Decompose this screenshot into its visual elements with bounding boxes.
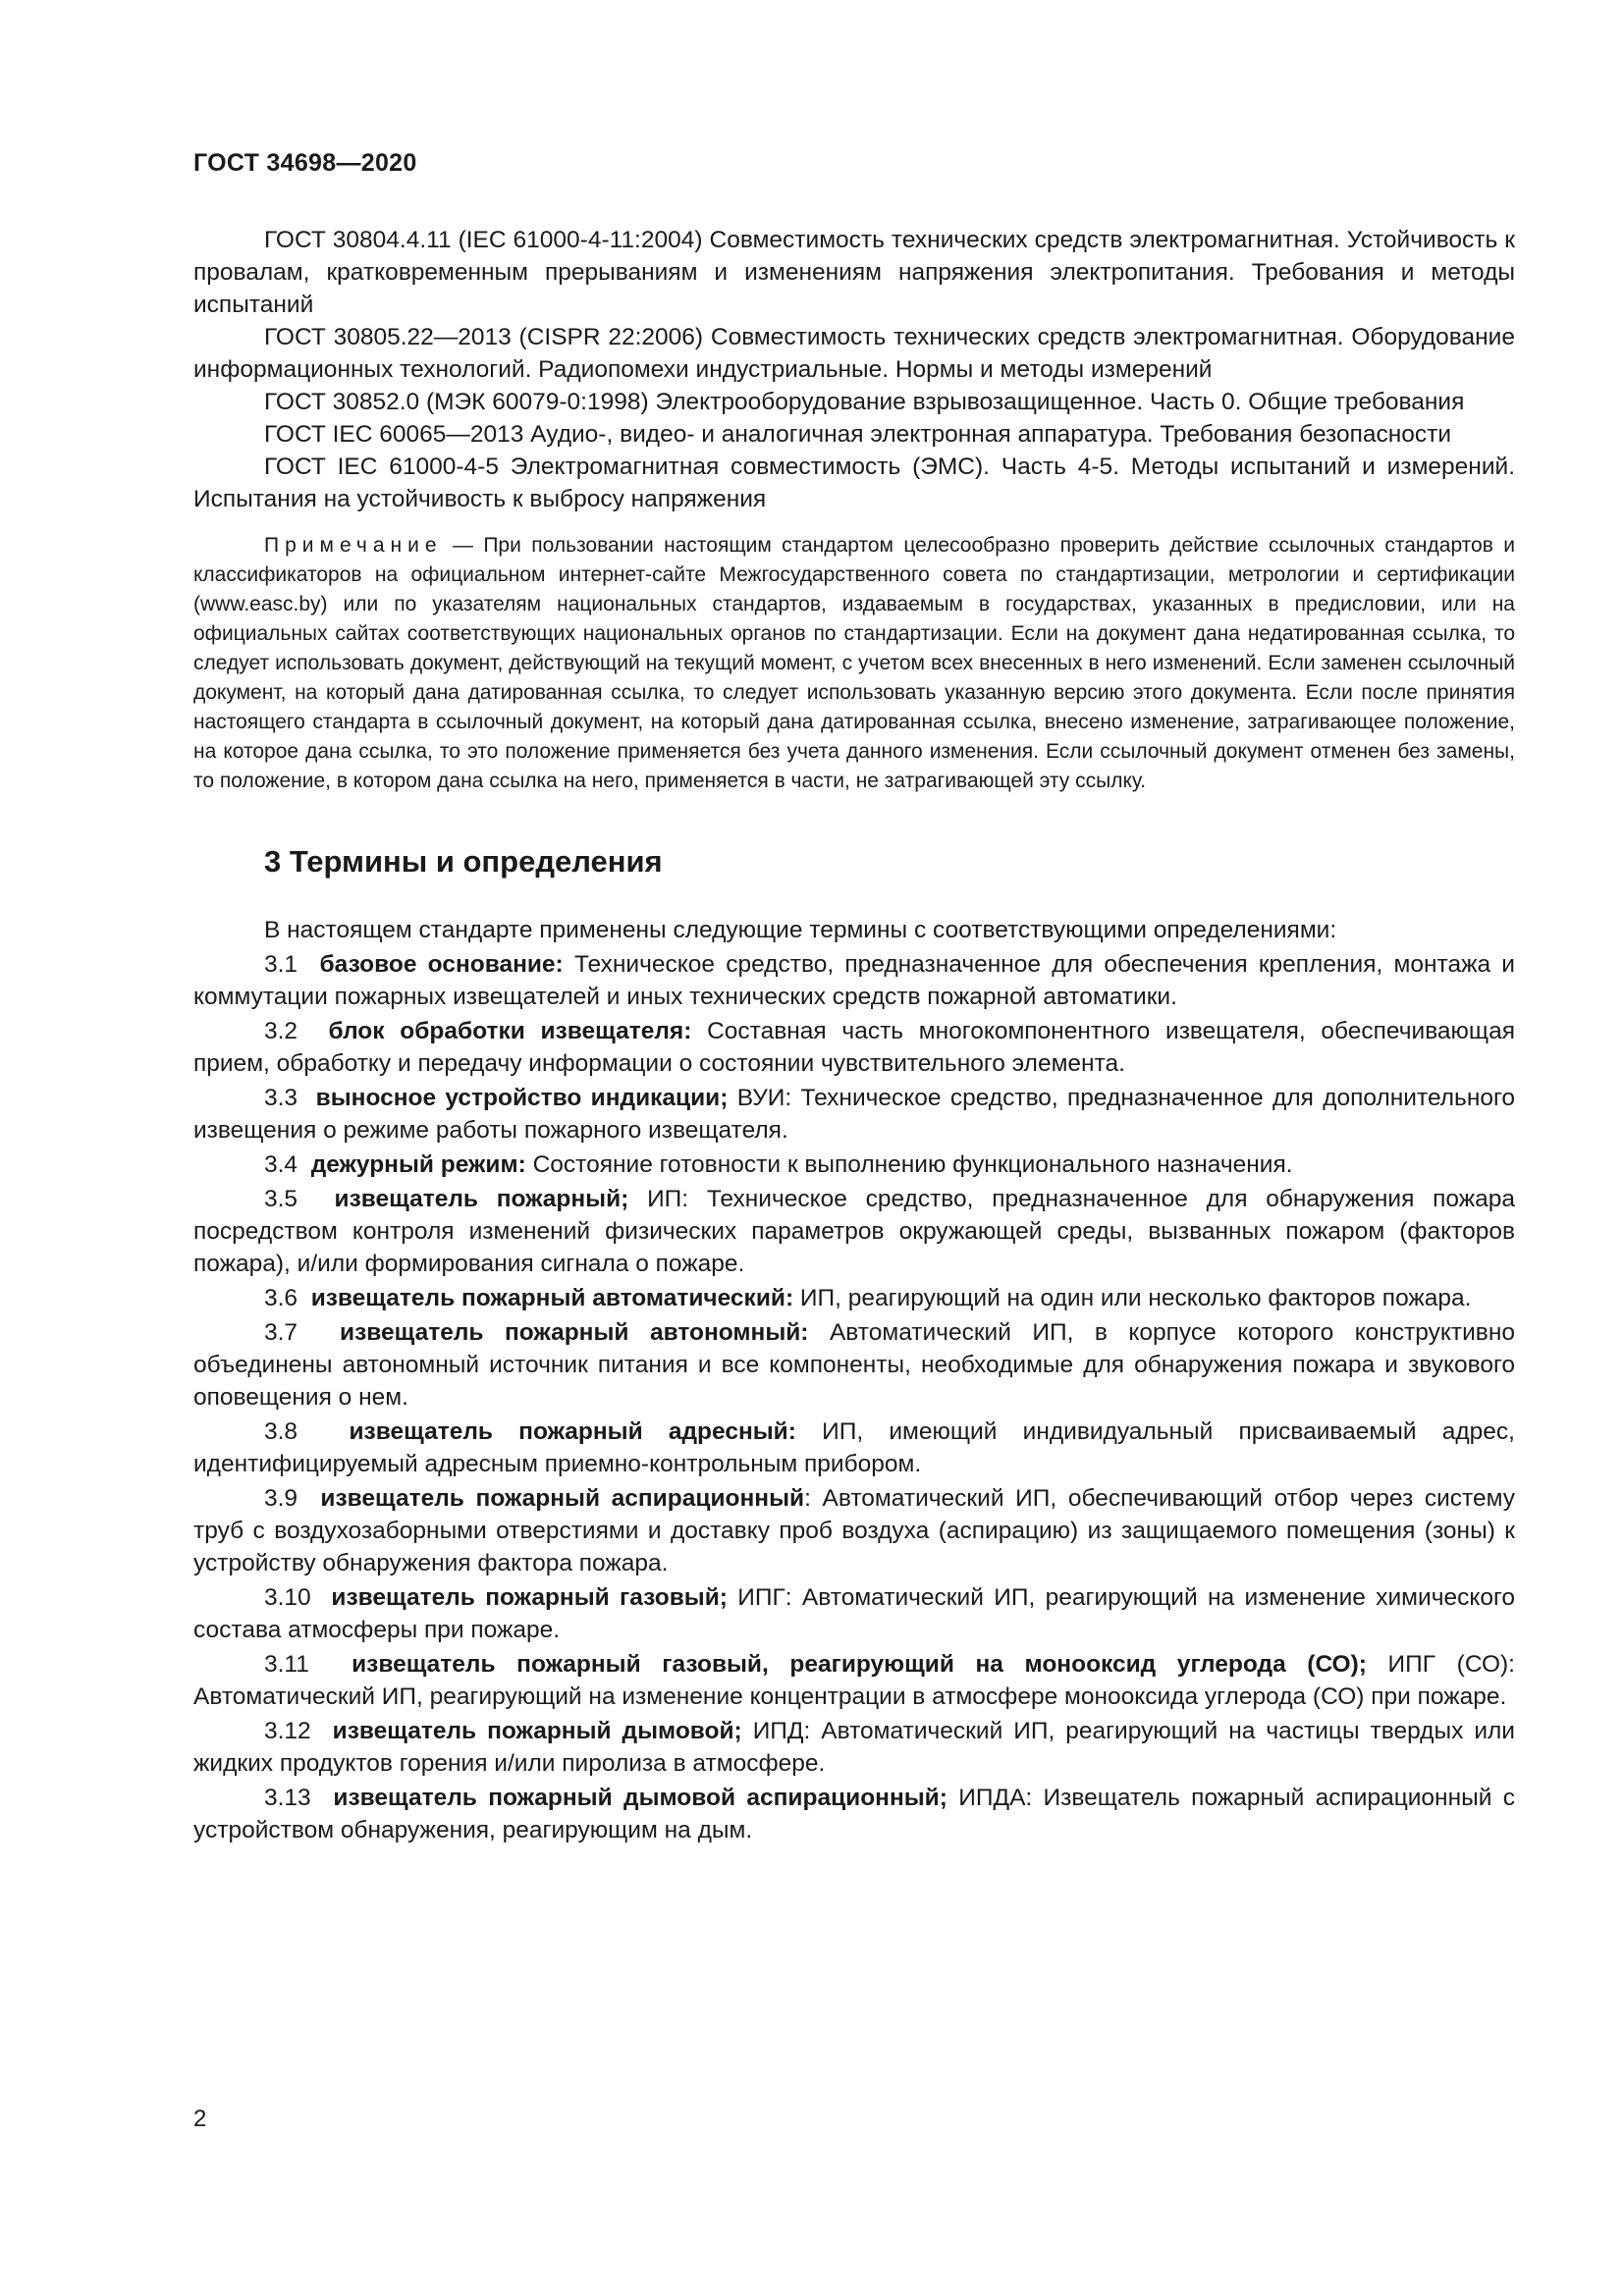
term-item xyxy=(193,1082,1515,1147)
normative-references xyxy=(193,224,1515,515)
term-definition: ИП: Техническое средство, предназначенное для обнаружения пожара посредством контроля изменений физических параметров окружающей среды, вызванных пожаром (факторов пожара), и/или формирования сигнала о пожаре. xyxy=(193,1186,1515,1277)
term-number: 3.12 xyxy=(264,1718,311,1744)
reference-item: ГОСТ 30852.0 (МЭК 60079-0:1998) Электрооборудование взрывозащищенное. Часть 0. Общие требования xyxy=(264,389,1465,415)
note xyxy=(193,531,1515,796)
section-title: 3 Термины и определения xyxy=(264,844,663,879)
document-header: ГОСТ 34698—2020 xyxy=(193,149,417,177)
reference-item: ГОСТ IEC 61000-4-5 Электромагнитная совместимость (ЭМС). Часть 4-5. Методы испытаний и измерений. Испытания на устойчивость к выбросу напряжения xyxy=(193,454,1515,512)
term-definition: Составная часть многокомпонентного извещателя, обеспечивающая прием, обработку и передачу информации о состоянии чувствительного элемента. xyxy=(193,1018,1515,1077)
term-item xyxy=(193,1648,1515,1713)
term-definition: Состояние готовности к выполнению функционального назначения. xyxy=(525,1151,1293,1178)
term-number: 3.3 xyxy=(264,1085,298,1111)
reference-item: ГОСТ 30805.22—2013 (CISPR 22:2006) Совместимость технических средств электромагнитная. Оборудование информационных технологий. Радиопомехи индустриальные. Нормы и методы измерений xyxy=(193,324,1515,383)
reference-item: ГОСТ 30804.4.11 (IEC 61000-4-11:2004) Совместимость технических средств электромагнитная. Устойчивость к провалам, кратковременным прерываниям и изменениям напряжения электропитания. Требования и методы испытаний xyxy=(193,227,1515,318)
terms-list xyxy=(193,948,1515,1846)
term-item xyxy=(193,1015,1515,1080)
term-item xyxy=(193,1316,1515,1414)
term-definition: ИПГ: Автоматический ИП, реагирующий на изменение химического состава атмосферы при пожаре. xyxy=(193,1584,1515,1643)
term-number: 3.4 xyxy=(264,1151,298,1178)
term-number: 3.1 xyxy=(264,951,298,978)
term-name: базовое основание: xyxy=(319,951,564,978)
term-number: 3.11 xyxy=(264,1651,309,1678)
page-content xyxy=(193,224,1515,1846)
term-name: дежурный режим: xyxy=(310,1151,526,1178)
term-definition: ИПДА: Извещатель пожарный аспирационный с устройством обнаружения, реагирующим на дым. xyxy=(193,1785,1515,1843)
term-definition: ВУИ: Техническое средство, предназначенное для дополнительного извещения о режиме работы пожарного извещателя. xyxy=(193,1085,1515,1144)
term-name: извещатель пожарный дымовой; xyxy=(332,1718,742,1744)
term-number: 3.8 xyxy=(264,1418,298,1445)
term-item xyxy=(193,1715,1515,1780)
term-name: выносное устройство индикации; xyxy=(315,1085,729,1111)
term-number: 3.5 xyxy=(264,1186,298,1212)
term-item xyxy=(193,1183,1515,1280)
term-number: 3.10 xyxy=(264,1584,311,1611)
term-name: извещатель пожарный автономный: xyxy=(340,1319,809,1346)
term-item xyxy=(193,1482,1515,1579)
term-number: 3.13 xyxy=(264,1785,311,1811)
term-item xyxy=(193,948,1515,1013)
term-definition: ИП, реагирующий на один или несколько факторов пожара. xyxy=(793,1285,1472,1311)
term-name: блок обработки извещателя: xyxy=(328,1018,692,1044)
term-number: 3.9 xyxy=(264,1485,298,1512)
term-definition: : Автоматический ИП, обеспечивающий отбор через систему труб с воздухозаборными отверстиями и доставку проб воздуха (аспирацию) из защищаемого помещения (зоны) к устройству обнаружения фактора пожара. xyxy=(193,1485,1515,1576)
term-name: извещатель пожарный адресный: xyxy=(349,1418,796,1445)
term-item xyxy=(193,1148,1515,1181)
term-number: 3.7 xyxy=(264,1319,298,1346)
term-number: 3.6 xyxy=(264,1285,298,1311)
term-item xyxy=(193,1282,1515,1314)
term-name: извещатель пожарный газовый, реагирующий на монооксид углерода (СО); xyxy=(352,1651,1367,1678)
term-name: извещатель пожарный аспирационный xyxy=(320,1485,805,1512)
term-name: извещатель пожарный; xyxy=(334,1186,629,1212)
term-definition: Техническое средство, предназначенное для обеспечения крепления, монтажа и коммутации пожарных извещателей и иных технических средств пожарной автоматики. xyxy=(193,951,1515,1010)
term-name: извещатель пожарный дымовой аспирационный; xyxy=(333,1785,947,1811)
note-label: Примечание xyxy=(264,534,443,557)
reference-item: ГОСТ IEC 60065—2013 Аудио-, видео- и аналогичная электронная аппаратура. Требования безопасности xyxy=(264,421,1452,448)
term-name: извещатель пожарный газовый; xyxy=(331,1584,728,1611)
term-item xyxy=(193,1581,1515,1646)
term-number: 3.2 xyxy=(264,1018,298,1044)
section-intro: В настоящем стандарте применены следующие термины с соответствующими определениями: xyxy=(264,917,1337,943)
term-definition: Автоматический ИП, в корпусе которого конструктивно объединены автономный источник питания и все компоненты, необходимые для обнаружения пожара и звукового оповещения о нем. xyxy=(193,1319,1515,1411)
term-definition: ИПГ (СО): Автоматический ИП, реагирующий на изменение концентрации в атмосфере монооксида углерода (СО) при пожаре. xyxy=(193,1651,1515,1710)
term-definition: ИПД: Автоматический ИП, реагирующий на частицы твердых или жидких продуктов горения и/или пиролиза в атмосфере. xyxy=(193,1718,1515,1777)
term-item xyxy=(193,1415,1515,1480)
term-name: извещатель пожарный автоматический: xyxy=(310,1285,794,1311)
note-text: — При пользовании настоящим стандартом целесообразно проверить действие ссылочных стандартов и классификаторов на официальном интернет-сайте Межгосударственного совета по стандартизации, метрологии и сертификации (www.easc.by) или по указателям национальных стандартов, издаваемым в государствах, указанных в предисловии, или на официальных сайтах соответствующих национальных органов по стандартизации. Если на документ дана недатированная ссылка, то следует использовать документ, действующий на текущий момент, с учетом всех внесенных в него изменений. Если заменен ссылочный документ, на который дана датированная ссылка, то следует использовать указанную версию этого документа. Если после принятия настоящего стандарта в ссылочный документ, на который дана датированная ссылка, внесено изменение, затрагивающее положение, на которое дана ссылка, то это положение применяется без учета данного изменения. Если ссылочный документ отменен без замены, то положение, в котором дана ссылка на него, применяется в части, не затрагивающей эту ссылку. xyxy=(193,534,1515,792)
page-number: 2 xyxy=(193,2106,207,2132)
term-item xyxy=(193,1782,1515,1846)
term-definition: ИП, имеющий индивидуальный присваиваемый адрес, идентифицируемый адресным приемно-контрольным прибором. xyxy=(193,1418,1515,1477)
